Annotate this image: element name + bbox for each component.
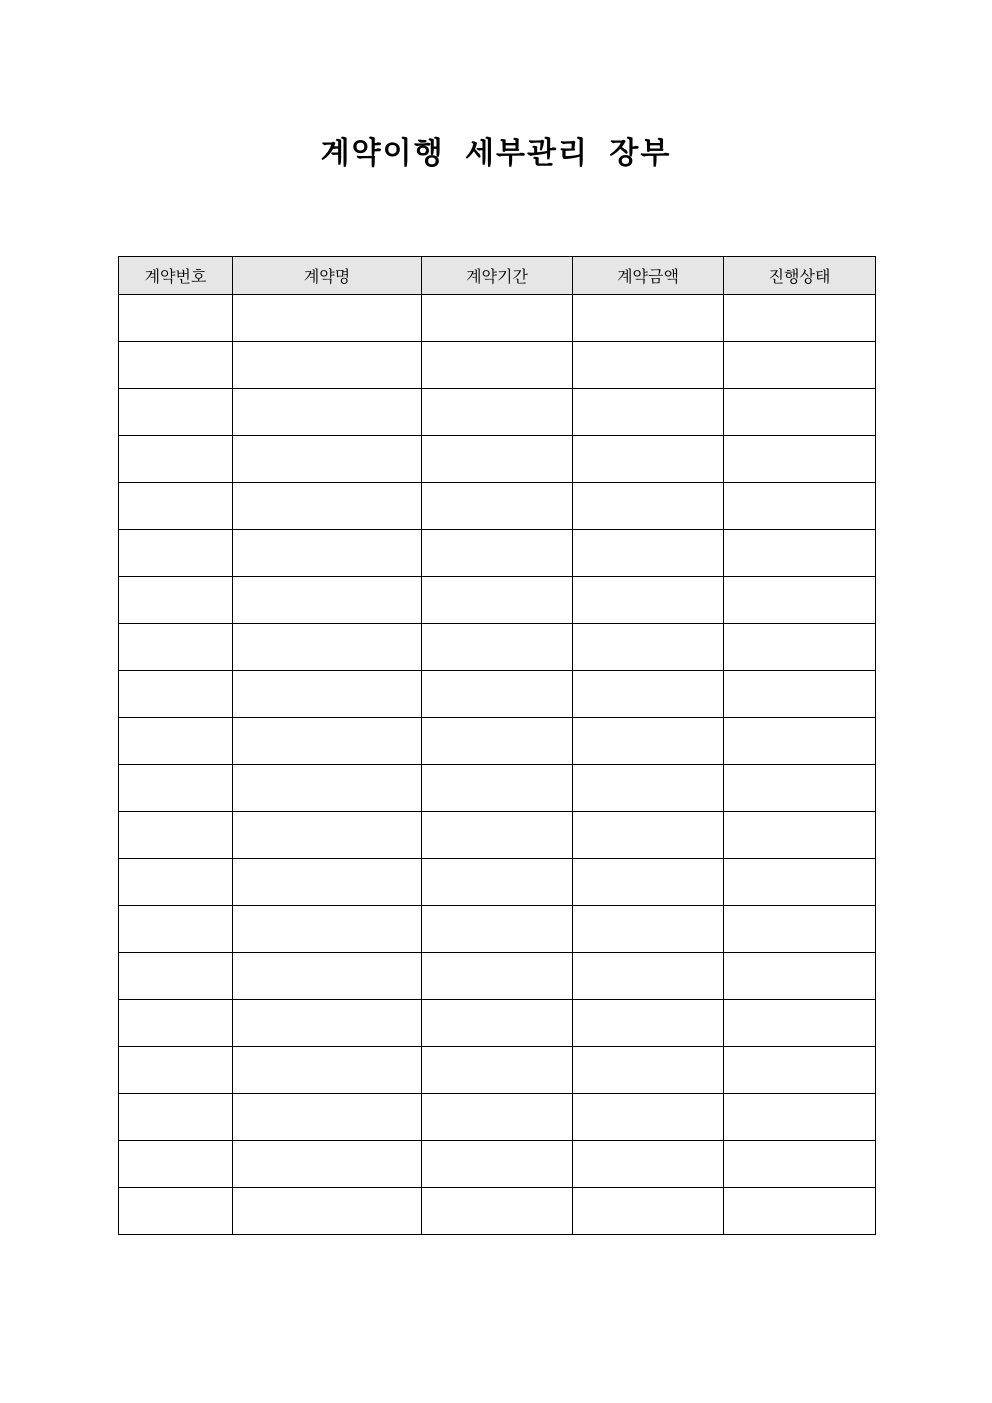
cell-contract-period[interactable] — [422, 1188, 573, 1235]
cell-contract-name[interactable] — [233, 1188, 422, 1235]
table-row — [119, 953, 876, 1000]
cell-contract-amount[interactable] — [573, 389, 724, 436]
table-body — [119, 295, 876, 1235]
cell-contract-period[interactable] — [422, 342, 573, 389]
table-row — [119, 295, 876, 342]
cell-contract-number[interactable] — [119, 624, 233, 671]
cell-contract-period[interactable] — [422, 1000, 573, 1047]
cell-contract-number[interactable] — [119, 483, 233, 530]
cell-contract-name[interactable] — [233, 1000, 422, 1047]
cell-contract-number[interactable] — [119, 389, 233, 436]
column-header-contract-amount: 계약금액 — [573, 257, 724, 295]
ledger-table — [118, 256, 876, 1235]
column-header-contract-name: 계약명 — [233, 257, 422, 295]
cell-contract-name[interactable] — [233, 718, 422, 765]
cell-contract-period[interactable] — [422, 483, 573, 530]
cell-contract-amount[interactable] — [573, 577, 724, 624]
cell-progress-status[interactable] — [724, 483, 876, 530]
cell-progress-status[interactable] — [724, 1188, 876, 1235]
table-row — [119, 483, 876, 530]
table-row — [119, 1000, 876, 1047]
cell-contract-name[interactable] — [233, 530, 422, 577]
cell-contract-name[interactable] — [233, 1094, 422, 1141]
cell-contract-name[interactable] — [233, 953, 422, 1000]
cell-progress-status[interactable] — [724, 718, 876, 765]
cell-contract-number[interactable] — [119, 1188, 233, 1235]
cell-progress-status[interactable] — [724, 577, 876, 624]
cell-contract-name[interactable] — [233, 671, 422, 718]
table-header — [119, 257, 876, 295]
cell-contract-number[interactable] — [119, 1000, 233, 1047]
table-row — [119, 906, 876, 953]
table-row — [119, 530, 876, 577]
cell-contract-number[interactable] — [119, 1094, 233, 1141]
cell-contract-number[interactable] — [119, 436, 233, 483]
cell-contract-amount[interactable] — [573, 1000, 724, 1047]
column-header-progress-status: 진행상태 — [724, 257, 876, 295]
cell-progress-status[interactable] — [724, 530, 876, 577]
cell-contract-amount[interactable] — [573, 1094, 724, 1141]
cell-contract-period[interactable] — [422, 1141, 573, 1188]
cell-contract-number[interactable] — [119, 1141, 233, 1188]
cell-contract-name[interactable] — [233, 765, 422, 812]
column-header-contract-period: 계약기간 — [422, 257, 573, 295]
table-row — [119, 624, 876, 671]
cell-contract-period[interactable] — [422, 718, 573, 765]
cell-contract-amount[interactable] — [573, 530, 724, 577]
cell-contract-period[interactable] — [422, 436, 573, 483]
table-row — [119, 436, 876, 483]
cell-progress-status[interactable] — [724, 389, 876, 436]
cell-progress-status[interactable] — [724, 765, 876, 812]
cell-contract-amount[interactable] — [573, 1141, 724, 1188]
cell-contract-period[interactable] — [422, 906, 573, 953]
cell-contract-number[interactable] — [119, 530, 233, 577]
cell-progress-status[interactable] — [724, 1000, 876, 1047]
cell-contract-name[interactable] — [233, 295, 422, 342]
table-row — [119, 671, 876, 718]
column-header-contract-number: 계약번호 — [119, 257, 233, 295]
cell-contract-number[interactable] — [119, 342, 233, 389]
cell-contract-amount[interactable] — [573, 765, 724, 812]
page-title: 계약이행 세부관리 장부 — [320, 136, 672, 171]
cell-contract-name[interactable] — [233, 859, 422, 906]
cell-contract-amount[interactable] — [573, 812, 724, 859]
cell-contract-amount[interactable] — [573, 1188, 724, 1235]
cell-progress-status[interactable] — [724, 1094, 876, 1141]
cell-contract-number[interactable] — [119, 295, 233, 342]
table-row — [119, 389, 876, 436]
table-row — [119, 1188, 876, 1235]
cell-contract-number[interactable] — [119, 859, 233, 906]
cell-contract-name[interactable] — [233, 906, 422, 953]
cell-contract-amount[interactable] — [573, 671, 724, 718]
cell-contract-amount[interactable] — [573, 1047, 724, 1094]
table-row — [119, 812, 876, 859]
cell-contract-number[interactable] — [119, 577, 233, 624]
cell-contract-name[interactable] — [233, 389, 422, 436]
cell-contract-name[interactable] — [233, 812, 422, 859]
cell-contract-period[interactable] — [422, 1094, 573, 1141]
cell-contract-period[interactable] — [422, 671, 573, 718]
cell-progress-status[interactable] — [724, 436, 876, 483]
cell-contract-number[interactable] — [119, 906, 233, 953]
table-row — [119, 1141, 876, 1188]
cell-contract-name[interactable] — [233, 483, 422, 530]
cell-contract-amount[interactable] — [573, 436, 724, 483]
cell-contract-period[interactable] — [422, 1047, 573, 1094]
cell-contract-name[interactable] — [233, 342, 422, 389]
cell-contract-number[interactable] — [119, 1047, 233, 1094]
cell-contract-amount[interactable] — [573, 624, 724, 671]
cell-progress-status[interactable] — [724, 812, 876, 859]
cell-contract-period[interactable] — [422, 530, 573, 577]
cell-contract-number[interactable] — [119, 671, 233, 718]
table-row — [119, 342, 876, 389]
cell-contract-name[interactable] — [233, 577, 422, 624]
cell-contract-period[interactable] — [422, 389, 573, 436]
cell-contract-amount[interactable] — [573, 483, 724, 530]
cell-progress-status[interactable] — [724, 953, 876, 1000]
cell-contract-amount[interactable] — [573, 859, 724, 906]
cell-contract-amount[interactable] — [573, 718, 724, 765]
cell-contract-name[interactable] — [233, 1141, 422, 1188]
cell-contract-name[interactable] — [233, 1047, 422, 1094]
cell-progress-status[interactable] — [724, 1141, 876, 1188]
table-row — [119, 1094, 876, 1141]
cell-contract-period[interactable] — [422, 859, 573, 906]
cell-contract-amount[interactable] — [573, 953, 724, 1000]
cell-contract-number[interactable] — [119, 718, 233, 765]
table-row — [119, 1047, 876, 1094]
cell-contract-amount[interactable] — [573, 295, 724, 342]
cell-contract-number[interactable] — [119, 953, 233, 1000]
header-row — [119, 257, 876, 295]
cell-progress-status[interactable] — [724, 859, 876, 906]
cell-contract-period[interactable] — [422, 953, 573, 1000]
cell-contract-period[interactable] — [422, 577, 573, 624]
cell-contract-period[interactable] — [422, 295, 573, 342]
cell-progress-status[interactable] — [724, 624, 876, 671]
cell-contract-amount[interactable] — [573, 906, 724, 953]
cell-progress-status[interactable] — [724, 1047, 876, 1094]
cell-contract-period[interactable] — [422, 812, 573, 859]
cell-progress-status[interactable] — [724, 906, 876, 953]
cell-contract-name[interactable] — [233, 624, 422, 671]
table-row — [119, 718, 876, 765]
cell-progress-status[interactable] — [724, 295, 876, 342]
table-row — [119, 765, 876, 812]
cell-contract-amount[interactable] — [573, 342, 724, 389]
table-row — [119, 577, 876, 624]
table-row — [119, 859, 876, 906]
cell-progress-status[interactable] — [724, 671, 876, 718]
cell-contract-period[interactable] — [422, 765, 573, 812]
cell-contract-number[interactable] — [119, 812, 233, 859]
cell-contract-period[interactable] — [422, 624, 573, 671]
cell-contract-name[interactable] — [233, 436, 422, 483]
cell-progress-status[interactable] — [724, 342, 876, 389]
cell-contract-number[interactable] — [119, 765, 233, 812]
